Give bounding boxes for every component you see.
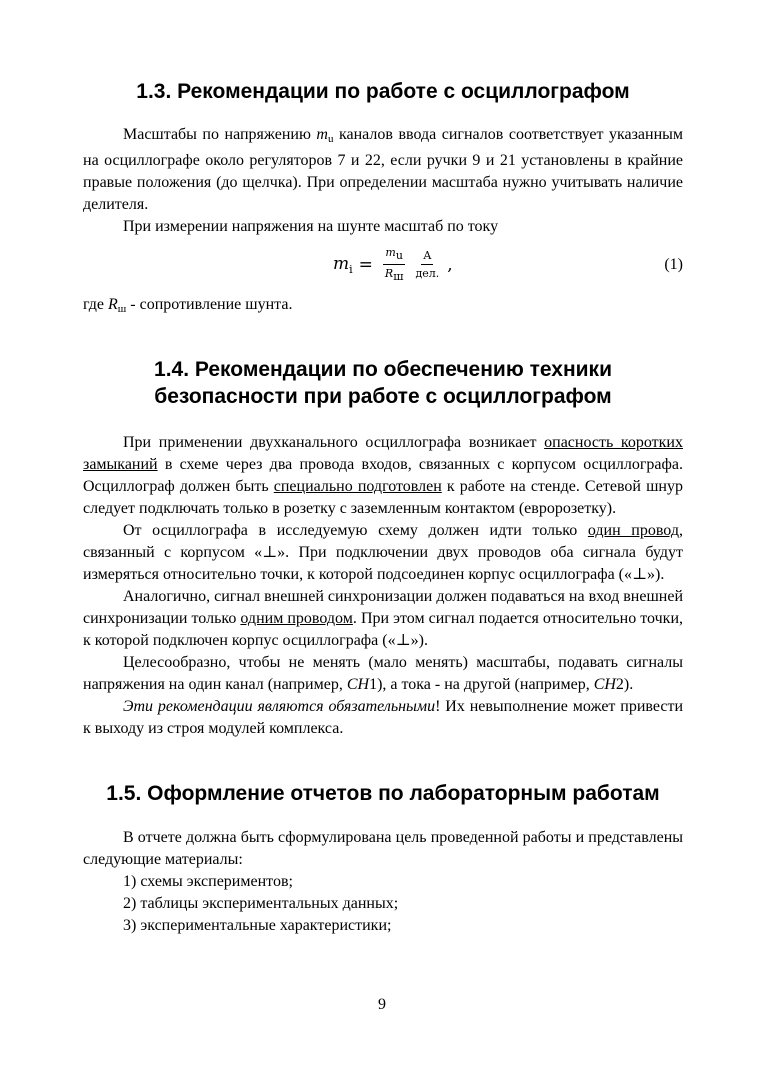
paragraph-short-circuit (83, 432, 683, 520)
unit-denominator: дел. (415, 267, 440, 280)
section-heading-1-4 (83, 356, 683, 410)
underlined-text: специально подготовлен (273, 478, 442, 495)
paragraph-one-wire (83, 520, 683, 586)
fraction-numerator (383, 246, 405, 265)
text-run: Аналогично, сигнал внешней синхронизации должен подаваться на вход внешней синхронизации только (83, 588, 683, 627)
symbol-m: m (316, 126, 328, 143)
text-run: , связанный с корпусом «⊥». При подключении двух проводов оба сигнала будут измеряться относительно точки, к которой подсоединен корпус осциллографа («⊥»). (83, 522, 683, 583)
paragraph-current-scale: При измерении напряжения на шунте масштаб по току (123, 218, 499, 235)
formula-equals: = (358, 254, 373, 275)
text-run: Масштабы по напряжению (123, 126, 317, 143)
channel-label: CH (593, 676, 616, 693)
section-heading-1-5: 1.5. Оформление отчетов по лабораторным работам (106, 782, 660, 805)
formula-lhs (333, 254, 353, 276)
list-item: 3) экспериментальные характеристики; (123, 917, 392, 934)
heading-line: 1.4. Рекомендации по обеспечению техники (154, 358, 612, 381)
text-run: . При этом сигнал подается относительно точки, к которой подключен корпус осциллографа («⊥»). (83, 610, 684, 649)
text-run: каналов ввода сигналов соответствует указанным на осциллографе около регуляторов 7 и 22, если ручки 9 и 21 установлены в крайние правые положения (до щелчка). При определении масштаба нужно учитывать наличие делителя. (83, 126, 684, 213)
formula-lhs-symbol: m (333, 253, 350, 274)
text-run: 2). (615, 676, 634, 693)
symbol-subscript: ш (117, 303, 127, 315)
equation-number: (1) (664, 256, 683, 273)
formula-fraction-units (413, 249, 441, 280)
paragraph-report: В отчете должна быть сформулирована цель проведенной работы и представлены следующие материалы: (83, 829, 683, 868)
text-run: к работе на стенде. Сетевой шнур следует подключать только в розетку с заземленным контактом (евророзетку). (83, 478, 683, 517)
formula-fraction-scale (383, 246, 406, 283)
italic-text: Эти рекомендации являются обязательными (123, 698, 436, 715)
text-run: где (83, 296, 109, 313)
paragraph-sync (83, 586, 683, 652)
list-item: 2) таблицы экспериментальных данных; (123, 895, 399, 912)
paragraph-channels (83, 652, 683, 696)
formula-comma: , (447, 254, 453, 275)
paragraph-voltage-scale (83, 124, 683, 216)
symbol-subscript: u (327, 133, 334, 145)
underlined-text: один провод (587, 522, 679, 539)
denominator-symbol: R (384, 267, 394, 280)
underlined-text: опасность коротких замыканий (83, 434, 683, 473)
formula (333, 246, 453, 283)
underlined-text: одним проводом (240, 610, 353, 627)
numerator-subscript: u (395, 249, 403, 262)
fraction-denominator (383, 265, 406, 283)
text-run: От осциллографа в исследуемую схему должен идти только (123, 522, 588, 539)
report-items-list (83, 871, 683, 937)
channel-label: CH (346, 676, 370, 693)
formula-lhs-subscript: i (349, 262, 353, 276)
text-run: - сопротивление шунта. (126, 296, 293, 313)
unit-numerator: A (421, 249, 433, 265)
text-run: ! Их невыполнение может привести к выходу из строя модулей комплекса. (83, 698, 684, 737)
page-number: 9 (378, 996, 386, 1013)
paragraph-where (83, 294, 683, 320)
symbol-r: R (108, 296, 118, 313)
text-run: в схеме через два провода входов, связанных с корпусом осциллографа. Осциллограф должен быть (83, 456, 683, 495)
text-run: 1), а тока - на другой (например, (369, 676, 594, 693)
numerator-symbol: m (385, 246, 396, 259)
text-run: При применении двухканального осциллографа возникает (123, 434, 545, 451)
paragraph-mandatory (83, 696, 683, 740)
list-item: 1) схемы экспериментов; (123, 873, 293, 890)
formula-block (83, 244, 683, 290)
page-content (83, 72, 683, 937)
denominator-subscript: ш (393, 270, 404, 283)
heading-line: безопасности при работе с осциллографом (154, 385, 612, 408)
section-heading-1-3: 1.3. Рекомендации по работе с осциллографом (136, 80, 630, 103)
text-run: Целесообразно, чтобы не менять (мало менять) масштабы, подавать сигналы напряжения на один канал (например, (83, 654, 683, 693)
